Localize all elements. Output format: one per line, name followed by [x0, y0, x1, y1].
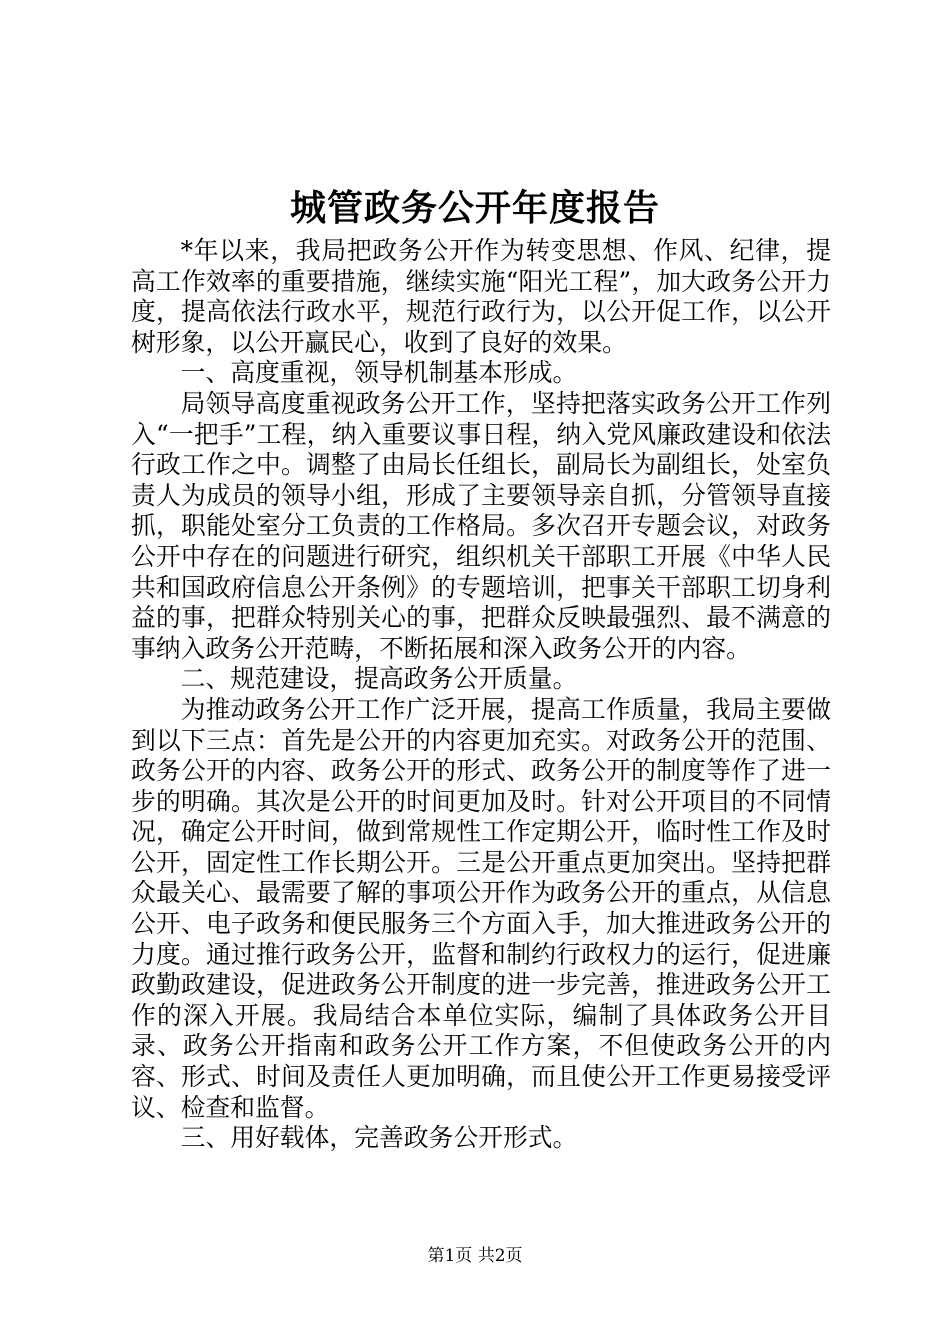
section-2-paragraph: 为推动政务公开工作广泛开展，提高工作质量，我局主要做到以下三点：首先是公开的内容更加充实。对政务公开的范围、政务公开的内容、政务公开的形式、政务公开的制度等作了进一步的明确。其次是公开的时间更加及时。针对公开项目的不同情况，确定公开时间，做到常规性工作定期公开，临时性工作及时公开，固定性工作长期公开。三是公开重点更加突出。坚持把群众最关心、最需要了解的事项公开作为政务公开的重点，从信息公开、电子政务和便民服务三个方面入手，加大推进政务公开的力度。通过推行政务公开，监督和制约行政权力的运行，促进廉政勤政建设，促进政务公开制度的进一步完善，推进政务公开工作的深入开展。我局结合本单位实际，编制了具体政务公开目录、政务公开指南和政务公开工作方案，不但使政务公开的内容、形式、时间及责任人更加明确，而且使公开工作更易接受评议、检查和监督。 — [131, 694, 831, 1122]
document-body — [131, 236, 831, 1154]
section-heading-3: 三、用好载体，完善政务公开形式。 — [180, 1123, 578, 1153]
intro-paragraph: *年以来，我局把政务公开作为转变思想、作风、纪律，提高工作效率的重要措施，继续实施“阳光工程”，加大政务公开力度，提高依法行政水平，规范行政行为，以公开促工作，以公开树形象，以公开赢民心，收到了良好的效果。 — [131, 236, 831, 357]
section-heading-2: 二、规范建设，提高政务公开质量。 — [180, 664, 578, 694]
section-heading-1: 一、高度重视，领导机制基本形成。 — [180, 358, 578, 388]
page-number-footer: 第1页 共2页 — [427, 1246, 523, 1266]
document-title: 城管政务公开年度报告 — [289, 187, 660, 229]
section-1-paragraph: 局领导高度重视政务公开工作，坚持把落实政务公开工作列入“一把手”工程，纳入重要议事日程，纳入党风廉政建设和依法行政工作之中。调整了由局长任组长，副局长为副组长，处室负责人为成员的领导小组，形成了主要领导亲自抓，分管领导直接抓，职能处室分工负责的工作格局。多次召开专题会议，对政务公开中存在的问题进行研究，组织机关干部职工开展《中华人民共和国政府信息公开条例》的专题培训，把事关干部职工切身利益的事，把群众特别关心的事，把群众反映最强烈、最不满意的事纳入政务公开范畴，不断拓展和深入政务公开的内容。 — [131, 388, 831, 663]
